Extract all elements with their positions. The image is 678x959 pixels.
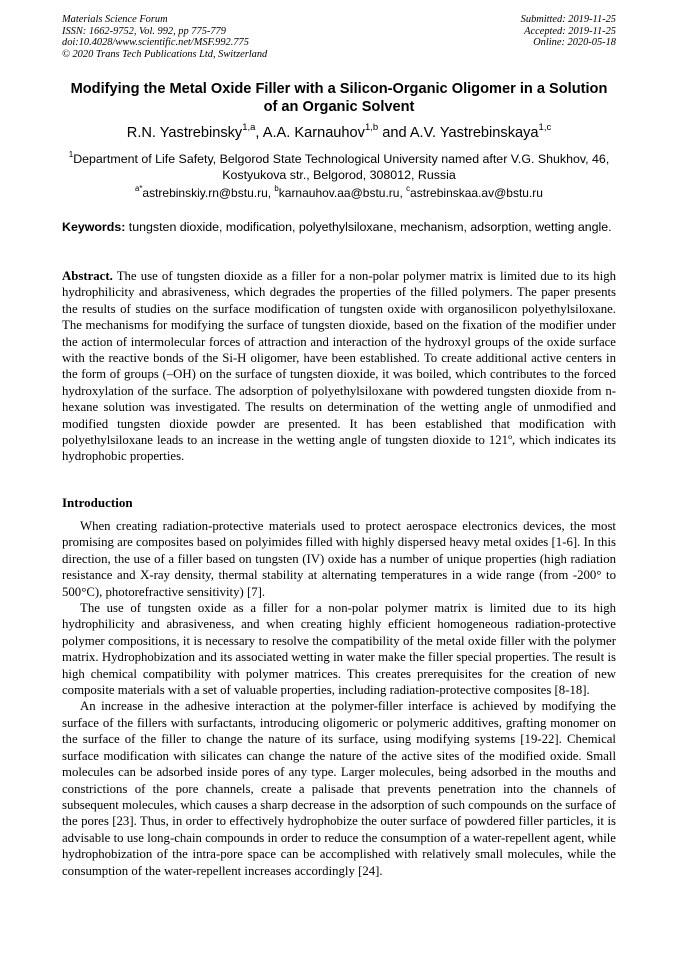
author-affiliation-mark: 1,c xyxy=(538,121,552,133)
email-link[interactable]: astrebinskaa.av@bstu.ru xyxy=(410,186,543,200)
author-separator: , xyxy=(255,125,263,141)
author-affiliation-mark: 1,b xyxy=(364,121,379,133)
date-online: Online: 2020-05-18 xyxy=(533,37,616,49)
section-heading-introduction: Introduction xyxy=(62,495,133,510)
email-mark: b xyxy=(274,183,279,193)
abstract-label: Abstract. xyxy=(62,269,113,283)
date-accepted: Accepted: 2019-11-25 xyxy=(524,25,616,37)
author-affiliation-mark: 1,a xyxy=(242,121,256,133)
author-separator: and xyxy=(378,125,410,141)
email-link[interactable]: karnauhov.aa@bstu.ru, xyxy=(278,186,407,200)
publication-dates xyxy=(416,14,616,49)
keywords-label: Keywords: xyxy=(62,220,126,234)
author-emails xyxy=(62,185,616,201)
author-name: A.V. Yastrebinskaya xyxy=(409,125,539,141)
keywords xyxy=(62,220,616,236)
paragraph: The use of tungsten oxide as a filler for a non-polar polymer matrix is limited due to its high hydrophilicity and abrasiveness, and when creating highly efficient homogeneous radiation-protective polymer compositions, it is necessary to resolve the compatibility of the metal oxide filler with the polymer matrix. Hydrophobization and its associated wetting in water make the filler special properties. The result is high chemical compatibility with polymer matrices. This creates prerequisites for the creation of new composite materials with a set of valuable properties, including radiation-protective composites [8-18]. xyxy=(62,601,616,698)
affiliation xyxy=(62,151,616,183)
keywords-text: tungsten dioxide, modification, polyethylsiloxane, mechanism, adsorption, wetting angle. xyxy=(125,220,612,234)
journal-copyright: © 2020 Trans Tech Publications Ltd, Switzerland xyxy=(62,48,268,60)
abstract-text: The use of tungsten dioxide as a filler for a non-polar polymer matrix is limited due to its high hydrophilicity and abrasiveness, which degrades the properties of the filled polymers. The paper presents the results of studies on the surface modification of tungsten oxide with organosilicon polyethylsiloxane. The mechanisms for modifying the surface of tungsten dioxide, based on the fixation of the modifier under the action of intermolecular forces of attraction and interaction of the hydroxyl groups of the oxide surface with the reactive bonds of the Si-H oligomer, have been established. To create additional active centers in the form of groups (–OH) on the surface of tungsten dioxide, it was boiled, which contributes to the forced hydroxylation of the surface. The adsorption of polyethylsiloxane with powdered tungsten dioxide from n-hexane solution was investigated. The results on determination of the wetting angle of unmodified and modified tungsten dioxide powder are presented. It has been established that modification with polyethylsiloxane leads to an increase in the wetting angle of tungsten dioxide to 121º, which indicates its hydrophobic properties. xyxy=(62,269,616,464)
author-name: R.N. Yastrebinsky xyxy=(126,125,243,141)
journal-info xyxy=(62,14,362,60)
journal-name: Materials Science Forum xyxy=(62,14,168,25)
date-submitted: Submitted: 2019-11-25 xyxy=(520,14,616,25)
journal-doi: doi:10.4028/www.scientific.net/MSF.992.775 xyxy=(62,37,249,49)
email-link[interactable]: astrebinskiy.rn@bstu.ru, xyxy=(142,186,275,200)
paragraph: When creating radiation-protective materials used to protect aerospace electronics devices, the most promising are composites based on polyimides filled with highly dispersed heavy metal oxides [1-6]. In this direction, the use of a filler based on tungsten (IV) oxide has a number of unique properties (high radiation resistance and X-ray density, thermal stability at alternating temperatures in a wide range (from -200° to 500°C), photorefractive sensitivity) [7]. xyxy=(62,519,616,599)
introduction-body xyxy=(62,518,616,879)
paragraph: An increase in the adhesive interaction at the polymer-filler interface is achieved by modifying the surface of the fillers with surfactants, introducing oligomeric or polymeric additives, grafting monomer on the surface of the filler to change the nature of its surface, using modifying systems [19-22]. Chemical surface modification with silicates can change the nature of the active sites of the modified oxide. Small molecules can be adsorbed inside pores of any type. Larger molecules, being adsorbed in the mouths and constrictions of the pore channels, create a palisade that prevents penetration into the channels of subsequent molecules, which causes a sharp decrease in the adsorption of such compounds on the surface of the pores [23]. Thus, in order to effectively hydrophobize the outer surface of powdered filler particles, it is advisable to use long-chain compounds in order to reduce the consumption of a water-repellent agent, while hydrophobization of the intra-pore space can be accomplished with relatively small molecules, while the consumption of the water-repellent increases accordingly [24]. xyxy=(62,699,617,878)
email-mark: c xyxy=(406,183,411,193)
affiliation-text: Department of Life Safety, Belgorod State Technological University named after V.G. Shukhov, 46, Kostyukova str., Belgorod, 308012, Russia xyxy=(73,152,610,182)
author-name: A.A. Karnauhov xyxy=(262,125,365,141)
email-mark: a* xyxy=(135,183,143,193)
journal-issn: ISSN: 1662-9752, Vol. 992, pp 775-779 xyxy=(62,25,226,37)
author-list xyxy=(62,121,616,142)
paper-title: Modifying the Metal Oxide Filler with a Silicon-Organic Oligomer in a Solution of an Organic Solvent xyxy=(70,81,608,115)
abstract xyxy=(62,268,616,465)
affiliation-mark: 1 xyxy=(68,149,74,159)
